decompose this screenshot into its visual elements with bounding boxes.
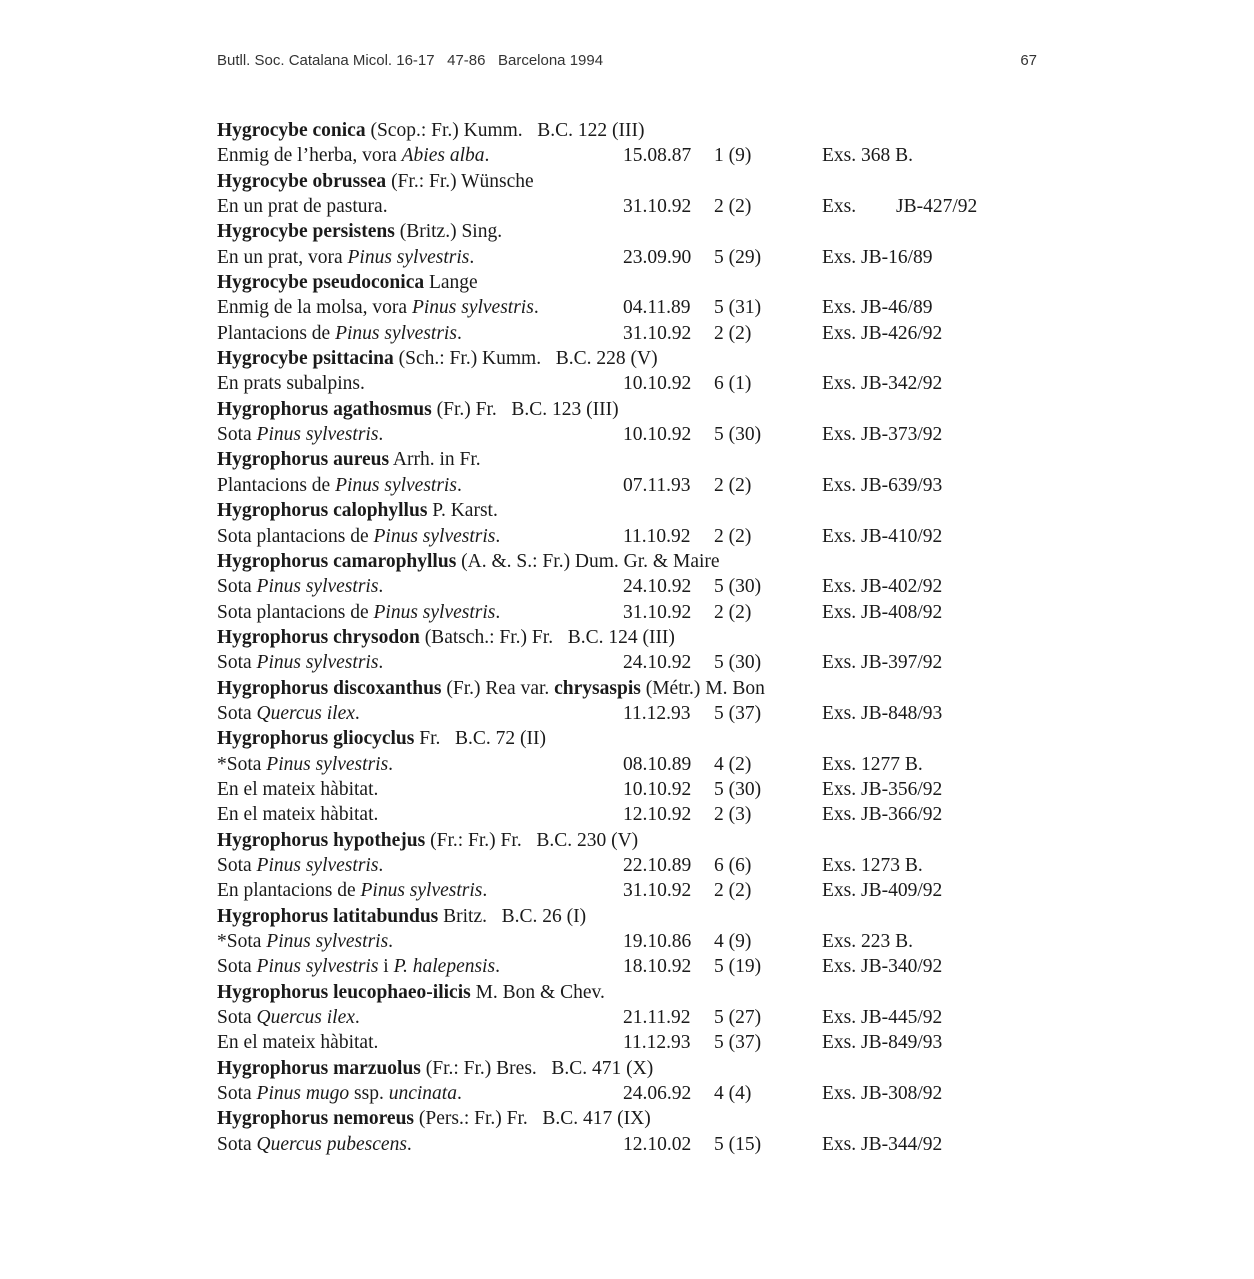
plain-text: (Métr.) M. Bon: [640, 677, 765, 699]
record-row: [217, 853, 1017, 878]
taxon-name-line: [217, 219, 502, 244]
plain-text: *Sota: [217, 753, 267, 775]
collection-date: 19.10.86: [623, 931, 692, 952]
italic-text: Quercus ilex: [256, 1007, 355, 1029]
plain-text: Fr. B.C. 72 (II): [414, 728, 546, 750]
abundance-value: 4 (9): [714, 931, 752, 952]
plain-text: En un prat de pastura.: [217, 196, 388, 218]
plain-text: En plantacions de: [217, 880, 361, 902]
italic-text: Abies alba: [401, 145, 485, 167]
abundance-value: 6 (6): [714, 854, 752, 876]
taxon-name-line: [217, 676, 765, 701]
italic-text: Quercus pubescens: [256, 1133, 407, 1155]
taxon-heading: [217, 498, 1017, 523]
record-row: [217, 650, 1017, 675]
abundance-value: 5 (31): [714, 297, 762, 319]
abundance-value: 5 (37): [714, 702, 762, 724]
record-row: [217, 245, 1017, 270]
italic-text: Pinus sylvestris: [347, 246, 470, 268]
plain-text: Plantacions de: [217, 474, 336, 496]
taxon-heading: [217, 676, 1017, 701]
taxon-heading: [217, 169, 1017, 194]
plain-text: Arrh. in Fr.: [389, 449, 481, 471]
plain-text: (Fr.: Fr.) Bres. B.C. 471 (X): [420, 1057, 654, 1079]
taxon-heading: [217, 726, 1017, 751]
exsiccata-reference: Exs. 1277 B.: [822, 753, 923, 775]
plain-text: Sota: [217, 854, 257, 876]
taxon-name-line: [217, 397, 619, 422]
plain-text: .: [456, 1083, 462, 1105]
record-row: [217, 878, 1017, 903]
taxon-name-line: [217, 828, 638, 853]
species-list: [217, 118, 1017, 1157]
plain-text: Enmig de l’herba, vora: [217, 145, 402, 167]
plain-text: *Sota: [217, 931, 267, 952]
exsiccata-reference: Exs. JB-344/92: [822, 1133, 943, 1155]
exsiccata-reference: Exs. JB-366/92: [822, 804, 943, 826]
exsiccata-reference: Exs. JB-639/93: [822, 474, 943, 496]
bold-text: Hygrocybe persistens: [217, 221, 395, 243]
record-row: [217, 600, 1017, 625]
taxon-name-line: [217, 1106, 651, 1131]
bold-text: Hygrocybe obrussea: [217, 170, 387, 192]
abundance-value: 5 (27): [714, 1007, 762, 1029]
plain-text: Lange: [424, 272, 478, 294]
collection-date: 24.06.92: [623, 1083, 692, 1105]
plain-text: .: [456, 322, 462, 344]
exsiccata-reference: Exs. 1273 B.: [822, 854, 923, 876]
plain-text: .: [378, 424, 384, 446]
bold-text: Hygrophorus hypothejus: [217, 829, 426, 851]
collection-date: 31.10.92: [623, 880, 692, 902]
plain-text: (Fr.) Fr. B.C. 123 (III): [431, 398, 619, 420]
record-row: [217, 802, 1017, 827]
record-row: [217, 701, 1017, 726]
journal-citation: Butll. Soc. Catalana Micol. 16-17 47-86 Barcelona 1994: [217, 52, 604, 69]
abundance-value: 5 (37): [714, 1032, 762, 1054]
bold-text: Hygrocybe conica: [217, 120, 366, 141]
exsiccata-reference: Exs. 223 B.: [822, 931, 914, 952]
abundance-value: 2 (2): [714, 601, 752, 623]
collection-date: 10.10.92: [623, 424, 692, 446]
collection-date: 07.11.93: [623, 474, 691, 496]
habitat-text: [217, 954, 500, 979]
habitat-text: [217, 929, 393, 954]
habitat-text: [217, 524, 500, 549]
exsiccata-reference: Exs. JB-308/92: [822, 1083, 943, 1105]
record-row: [217, 777, 1017, 802]
abundance-value: 2 (3): [714, 804, 752, 826]
plain-text: .: [378, 652, 384, 674]
habitat-text: [217, 194, 388, 219]
exsiccata-reference: Exs. JB-356/92: [822, 778, 943, 800]
record-row: [217, 473, 1017, 498]
plain-text: Sota: [217, 702, 257, 724]
taxon-name-line: [217, 980, 605, 1005]
record-row: [217, 1132, 1017, 1157]
plain-text: Sota: [217, 956, 257, 978]
italic-text: Pinus sylvestris: [335, 322, 457, 344]
bold-text: Hygrophorus aureus: [217, 449, 390, 471]
exsiccata-reference: Exs. JB-848/93: [822, 702, 943, 724]
plain-text: (Pers.: Fr.) Fr. B.C. 417 (IX): [414, 1108, 651, 1130]
abundance-value: 2 (2): [714, 880, 752, 902]
record-row: [217, 929, 1017, 954]
exsiccata-reference: Exs. JB-342/92: [822, 373, 943, 395]
plain-text: .: [484, 145, 490, 167]
record-row: [217, 1005, 1017, 1030]
abundance-value: 4 (2): [714, 753, 752, 775]
taxon-heading: [217, 270, 1017, 295]
bold-text: Hygrophorus camarophyllus: [217, 550, 457, 572]
record-row: [217, 295, 1017, 320]
bold-text: Hygrophorus gliocyclus: [217, 728, 415, 750]
exsiccata-reference: Exs. JB-46/89: [822, 297, 933, 319]
collection-date: 22.10.89: [623, 854, 692, 876]
collection-date: 21.11.92: [623, 1007, 691, 1029]
habitat-text: [217, 321, 462, 346]
record-row: [217, 752, 1017, 777]
plain-text: .: [495, 525, 501, 547]
abundance-value: 5 (30): [714, 778, 762, 800]
italic-text: P. halepensis: [393, 956, 496, 978]
taxon-heading: [217, 397, 1017, 422]
taxon-name-line: [217, 549, 720, 574]
exsiccata-reference: Exs. JB-373/92: [822, 424, 943, 446]
plain-text: Sota: [217, 576, 257, 598]
taxon-name-line: [217, 904, 586, 929]
collection-date: 12.10.92: [623, 804, 692, 826]
collection-date: 31.10.92: [623, 322, 692, 344]
plain-text: .: [388, 753, 394, 775]
exsiccata-number: JB-427/92: [896, 196, 978, 218]
taxon-name-line: [217, 625, 675, 650]
collection-date: 11.12.93: [623, 702, 691, 724]
plain-text: .: [456, 474, 462, 496]
plain-text: En prats subalpins.: [217, 373, 365, 395]
plain-text: .: [354, 1007, 360, 1029]
exsiccata-reference: Exs. JB-402/92: [822, 576, 943, 598]
plain-text: Sota: [217, 1083, 257, 1105]
abundance-value: 5 (30): [714, 652, 762, 674]
plain-text: (Scop.: Fr.) Kumm. B.C. 122 (III): [365, 120, 645, 141]
plain-text: (Fr.: Fr.) Wünsche: [386, 170, 534, 192]
italic-text: Pinus sylvestris: [266, 753, 389, 775]
taxon-name-line: [217, 726, 546, 751]
habitat-text: [217, 422, 383, 447]
taxon-heading: [217, 625, 1017, 650]
collection-date: 08.10.89: [623, 753, 692, 775]
habitat-text: [217, 574, 383, 599]
plain-text: (Sch.: Fr.) Kumm. B.C. 228 (V): [393, 348, 658, 370]
plain-text: (Fr.: Fr.) Fr. B.C. 230 (V): [425, 829, 639, 851]
italic-text: Pinus sylvestris: [256, 854, 379, 876]
plain-text: Sota: [217, 1007, 257, 1029]
italic-text: Pinus sylvestris: [373, 525, 496, 547]
abundance-value: 5 (30): [714, 424, 762, 446]
italic-text: Pinus sylvestris: [335, 474, 457, 496]
habitat-text: [217, 1081, 462, 1106]
italic-text: Quercus ilex: [256, 702, 355, 724]
habitat-text: [217, 650, 383, 675]
habitat-text: [217, 853, 383, 878]
abundance-value: 2 (2): [714, 474, 752, 496]
plain-text: Plantacions de: [217, 322, 336, 344]
abundance-value: 5 (30): [714, 576, 762, 598]
exsiccata-reference: Exs. JB-397/92: [822, 652, 943, 674]
collection-date: 24.10.92: [623, 652, 692, 674]
bold-text: Hygrophorus marzuolus: [217, 1057, 421, 1079]
collection-date: 11.12.93: [623, 1032, 691, 1054]
habitat-text: [217, 802, 378, 827]
italic-text: Pinus sylvestris: [360, 880, 483, 902]
italic-text: Pinus sylvestris: [411, 297, 534, 319]
taxon-name-line: [217, 270, 478, 295]
plain-text: Sota: [217, 424, 257, 446]
italic-text: Pinus sylvestris: [266, 931, 389, 952]
habitat-text: [217, 245, 474, 270]
habitat-text: [217, 1030, 378, 1055]
running-header: [217, 52, 1037, 76]
collection-date: 12.10.02: [623, 1133, 692, 1155]
exsiccata-reference: Exs. 368 B.: [822, 145, 914, 167]
habitat-text: [217, 777, 378, 802]
italic-text: Pinus sylvestris: [373, 601, 496, 623]
abundance-value: 1 (9): [714, 145, 752, 167]
plain-text: Sota plantacions de: [217, 525, 374, 547]
taxon-heading: [217, 219, 1017, 244]
italic-text: Pinus sylvestris: [256, 956, 379, 978]
italic-text: Pinus sylvestris: [256, 576, 379, 598]
taxon-name-line: [217, 169, 534, 194]
abundance-value: 5 (19): [714, 956, 762, 978]
italic-text: Pinus mugo: [256, 1083, 350, 1105]
taxon-heading: [217, 447, 1017, 472]
bold-text: Hygrocybe psittacina: [217, 348, 394, 370]
collection-date: 15.08.87: [623, 145, 692, 167]
plain-text: .: [354, 702, 360, 724]
record-row: [217, 574, 1017, 599]
exsiccata-reference: Exs. JB-408/92: [822, 601, 943, 623]
taxon-heading: [217, 904, 1017, 929]
italic-text: Pinus sylvestris: [256, 652, 379, 674]
habitat-text: [217, 1132, 412, 1157]
italic-text: uncinata: [388, 1083, 457, 1105]
page-number: 67: [1020, 52, 1037, 69]
plain-text: (Britz.) Sing.: [394, 221, 503, 243]
collection-date: 18.10.92: [623, 956, 692, 978]
plain-text: M. Bon & Chev.: [470, 981, 605, 1003]
plain-text: .: [495, 601, 501, 623]
plain-text: En el mateix hàbitat.: [217, 1032, 379, 1054]
collection-date: 24.10.92: [623, 576, 692, 598]
taxon-name-line: [217, 498, 498, 523]
plain-text: .: [495, 956, 500, 978]
plain-text: .: [482, 880, 488, 902]
plain-text: .: [533, 297, 539, 319]
collection-date: 11.10.92: [623, 525, 691, 547]
bold-text: Hygrocybe pseudoconica: [217, 272, 425, 294]
plain-text: En un prat, vora: [217, 246, 348, 268]
habitat-text: [217, 600, 500, 625]
plain-text: En el mateix hàbitat.: [217, 778, 379, 800]
habitat-text: [217, 371, 365, 396]
record-row: [217, 1030, 1017, 1055]
habitat-text: [217, 878, 487, 903]
record-row: [217, 143, 1017, 168]
plain-text: (Fr.) Rea var.: [441, 677, 555, 699]
bold-text: Hygrophorus discoxanthus: [217, 677, 442, 699]
taxon-heading: [217, 1056, 1017, 1081]
italic-text: Pinus sylvestris: [256, 424, 379, 446]
bold-text: Hygrophorus nemoreus: [217, 1108, 415, 1130]
bold-text: Hygrophorus calophyllus: [217, 500, 428, 522]
abundance-value: 2 (2): [714, 196, 752, 218]
record-row: [217, 524, 1017, 549]
exsiccata-reference: Exs. JB-410/92: [822, 525, 943, 547]
taxon-heading: [217, 828, 1017, 853]
taxon-heading: [217, 980, 1017, 1005]
plain-text: .: [469, 246, 475, 268]
exsiccata-reference: Exs. JB-409/92: [822, 880, 943, 902]
collection-date: 31.10.92: [623, 601, 692, 623]
collection-date: 10.10.92: [623, 373, 692, 395]
taxon-name-line: [217, 1056, 653, 1081]
plain-text: Enmig de la molsa, vora: [217, 297, 412, 319]
habitat-text: [217, 701, 360, 726]
record-row: [217, 422, 1017, 447]
plain-text: i: [378, 956, 394, 978]
bold-text: Hygrophorus leucophaeo-ilicis: [217, 981, 471, 1003]
habitat-text: [217, 143, 489, 168]
exsiccata-reference: Exs. JB-427/92: [822, 196, 978, 218]
abundance-value: 5 (29): [714, 246, 762, 268]
taxon-name-line: [217, 118, 645, 143]
abundance-value: 5 (15): [714, 1133, 762, 1155]
taxon-name-line: [217, 447, 481, 472]
abundance-value: 6 (1): [714, 373, 752, 395]
collection-date: 23.09.90: [623, 246, 692, 268]
record-row: [217, 194, 1017, 219]
plain-text: (Batsch.: Fr.) Fr. B.C. 124 (III): [419, 626, 675, 648]
taxon-name-line: [217, 346, 658, 371]
plain-text: Sota: [217, 652, 257, 674]
habitat-text: [217, 1005, 360, 1030]
exsiccata-reference: Exs. JB-849/93: [822, 1032, 943, 1054]
record-row: [217, 1081, 1017, 1106]
collection-date: 31.10.92: [623, 196, 692, 218]
exsiccata-reference: Exs. JB-340/92: [822, 956, 943, 978]
plain-text: (A. &. S.: Fr.) Dum. Gr. & Maire: [456, 550, 720, 572]
taxon-heading: [217, 1106, 1017, 1131]
plain-text: .: [388, 931, 394, 952]
plain-text: P. Karst.: [427, 500, 498, 522]
exsiccata-reference: Exs. JB-426/92: [822, 322, 943, 344]
plain-text: .: [378, 854, 384, 876]
plain-text: ssp.: [349, 1083, 389, 1105]
plain-text: En el mateix hàbitat.: [217, 804, 379, 826]
habitat-text: [217, 752, 393, 777]
collection-date: 04.11.89: [623, 297, 691, 319]
abundance-value: 2 (2): [714, 525, 752, 547]
collection-date: 10.10.92: [623, 778, 692, 800]
plain-text: Sota plantacions de: [217, 601, 374, 623]
habitat-text: [217, 295, 539, 320]
habitat-text: [217, 473, 462, 498]
plain-text: Britz. B.C. 26 (I): [438, 905, 587, 927]
plain-text: .: [406, 1133, 412, 1155]
record-row: [217, 954, 1017, 979]
bold-text: Hygrophorus agathosmus: [217, 398, 432, 420]
bold-text: chrysaspis: [554, 677, 641, 699]
plain-text: Sota: [217, 1133, 257, 1155]
plain-text: .: [378, 576, 384, 598]
taxon-heading: [217, 346, 1017, 371]
taxon-heading: [217, 549, 1017, 574]
taxon-heading: [217, 118, 1017, 143]
bold-text: Hygrophorus chrysodon: [217, 626, 420, 648]
exsiccata-reference: Exs. JB-445/92: [822, 1007, 943, 1029]
bold-text: Hygrophorus latitabundus: [217, 905, 439, 927]
record-row: [217, 321, 1017, 346]
record-row: [217, 371, 1017, 396]
abundance-value: 4 (4): [714, 1083, 752, 1105]
abundance-value: 2 (2): [714, 322, 752, 344]
exsiccata-reference: Exs. JB-16/89: [822, 246, 933, 268]
